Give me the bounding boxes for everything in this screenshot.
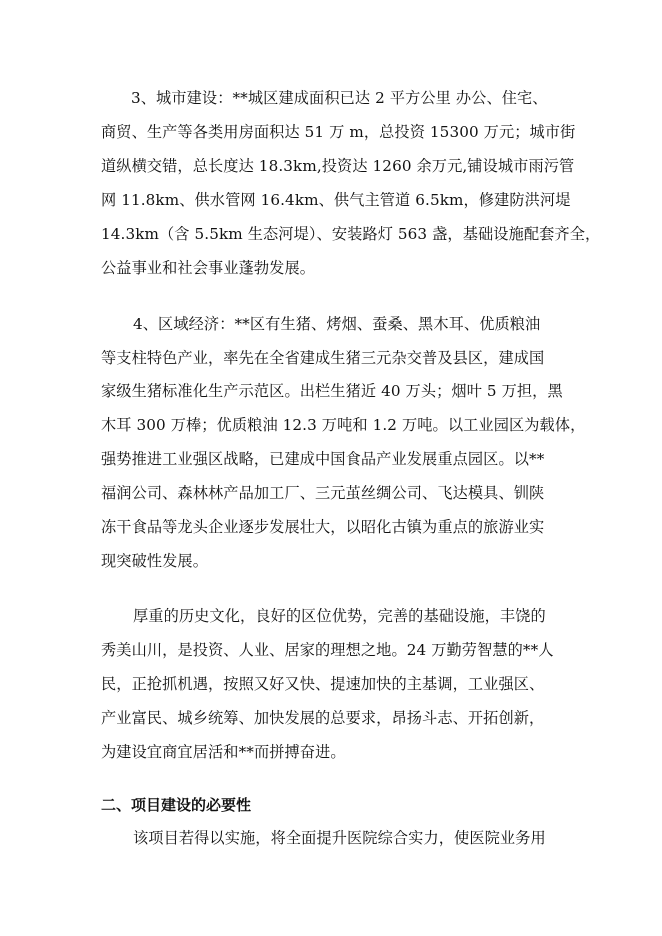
text-line: 木耳 300 万棒；优质粮油 12.3 万吨和 1.2 万吨。以工业园区为载体， [101,416,586,434]
text-line: 等支柱特色产业，率先在全省建成生猪三元杂交普及县区，建成国 [101,349,545,367]
text-line: 3、城市建设：**城区建成面积已达 2 平方公里 办公、住宅、 [131,89,548,107]
text-line: 家级生猪标准化生产示范区。出栏生猪近 40 万头；烟叶 5 万担，黑 [101,382,563,400]
section-heading: 二、项目建设的必要性 [101,796,252,814]
text-line: 网 11.8km、供水管网 16.4km、供气主管道 6.5km，修建防洪河堤 [101,191,571,209]
text-line: 为建设宜商宜居活和**而拼搏奋进。 [101,743,346,761]
text-line: 4、区域经济：**区有生猪、烤烟、蚕桑、黑木耳、优质粮油 [133,315,541,333]
text-line: 厚重的历史文化，良好的区位优势，完善的基础设施，丰饶的 [133,607,546,625]
text-line: 强势推进工业强区战略，已建成中国食品产业发展重点园区。以** [101,450,545,468]
text-line: 秀美山川，是投资、人业、居家的理想之地。24 万勤劳智慧的**人 [101,641,554,659]
text-line: 该项目若得以实施，将全面提升医院综合实力，使医院业务用 [133,829,546,847]
text-line: 产业富民、城乡统筹、加快发展的总要求，昂扬斗志、开拓创新， [101,709,545,727]
text-line: 民，正抢抓机遇，按照又好又快、提速加快的主基调，工业强区、 [101,675,545,693]
text-line: 冻干食品等龙头企业逐步发展壮大，以昭化古镇为重点的旅游业实 [101,518,545,536]
text-line: 道纵横交错，总长度达 18.3km,投资达 1260 余万元,铺设城市雨污管 [101,157,575,175]
text-line: 14.3km（含 5.5km 生态河堤）、安装路灯 563 盏，基础设施配套齐全， [101,225,601,243]
text-line: 公益事业和社会事业蓬勃发展。 [101,259,316,277]
text-line: 福润公司、森林林产品加工厂、三元茧丝绸公司、飞达模具、钏陕 [101,484,545,502]
text-line: 商贸、生产等各类用房面积达 51 万 m，总投资 15300 万元；城市街 [101,123,576,141]
text-line: 现突破性发展。 [101,552,209,570]
